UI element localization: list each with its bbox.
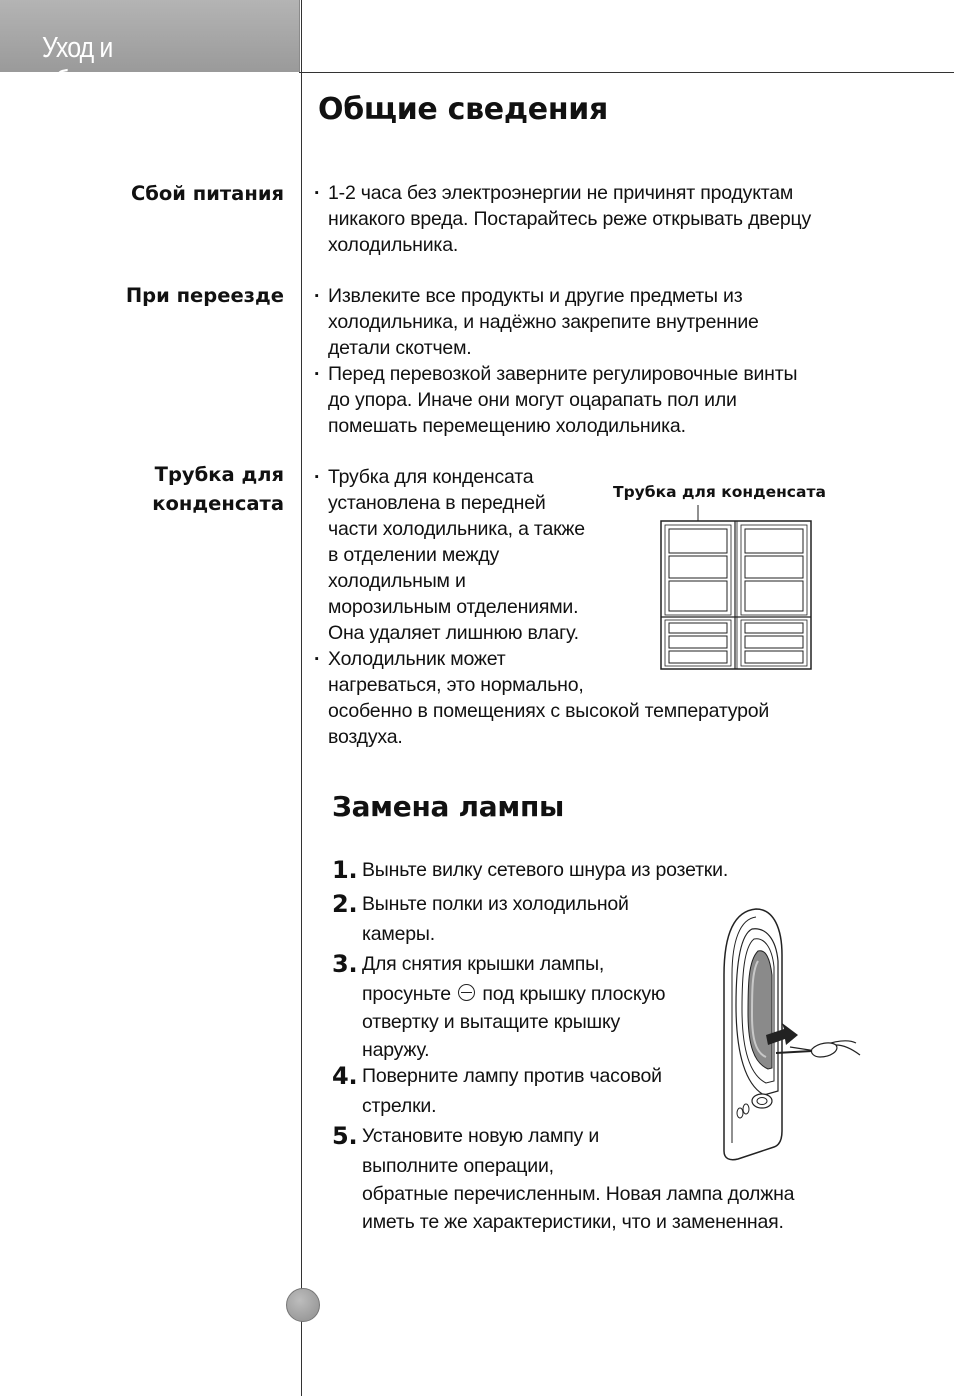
column-divider — [301, 0, 302, 1396]
step-5: 5. Установите новую лампу и выполните операции, обратные перечисленным. Новая лампа должна иметь те же характеристики, что и замененная. — [332, 1122, 795, 1233]
power-failure-label: Сбой питания — [130, 182, 284, 205]
moving-label: При переезде — [125, 284, 284, 307]
step-4: 4. Поверните лампу против часовой стрелки. — [332, 1062, 662, 1117]
step-2: 2. Выньте полки из холодильной камеры. — [332, 890, 629, 945]
power-failure-text: · 1-2 часа без электроэнергии не причинят продуктам никакого вреда. Постарайтесь реже открывать дверцу холодильника. — [314, 180, 811, 258]
fridge-interior-illustration — [655, 505, 817, 675]
lamp-cover-illustration — [716, 905, 866, 1167]
section-tab — [0, 0, 300, 97]
condensate-figure-label: Трубка для конденсата — [613, 483, 826, 501]
condensate-label: Трубка для конденсата — [152, 463, 284, 515]
page-marker — [286, 1288, 320, 1322]
condensate-text: · Трубка для конденсата установлена в передней части холодильника, а также в отделении между холодильным и морозильным отделениями. Она удаляет лишнюю влагу. · Холодильник может нагреваться, это нормально, особенно в помещениях с высокой температурой воздуха. — [314, 464, 769, 750]
moving-text: · Извлеките все продукты и другие предметы из холодильника, и надёжно закрепите внутренние детали скотчем. · Перед перевозкой заверните регулировочные винты до упора. Иначе они могут оцарапать пол или помешать перемещению холодильника. — [314, 283, 797, 439]
section-title: Уход и обслуживание — [42, 32, 199, 97]
header-divider — [299, 72, 954, 73]
screwdriver-slot-icon — [458, 984, 475, 1001]
step-1: 1. Выньте вилку сетевого шнура из розетки. — [332, 856, 729, 884]
lamp-section-title: Замена лампы — [332, 790, 565, 823]
step-3: 3. Для снятия крышки лампы, просуньте под крышку плоскую отвертку и вытащите крышку наружу. — [332, 950, 666, 1061]
page-title: Общие сведения — [318, 92, 608, 127]
